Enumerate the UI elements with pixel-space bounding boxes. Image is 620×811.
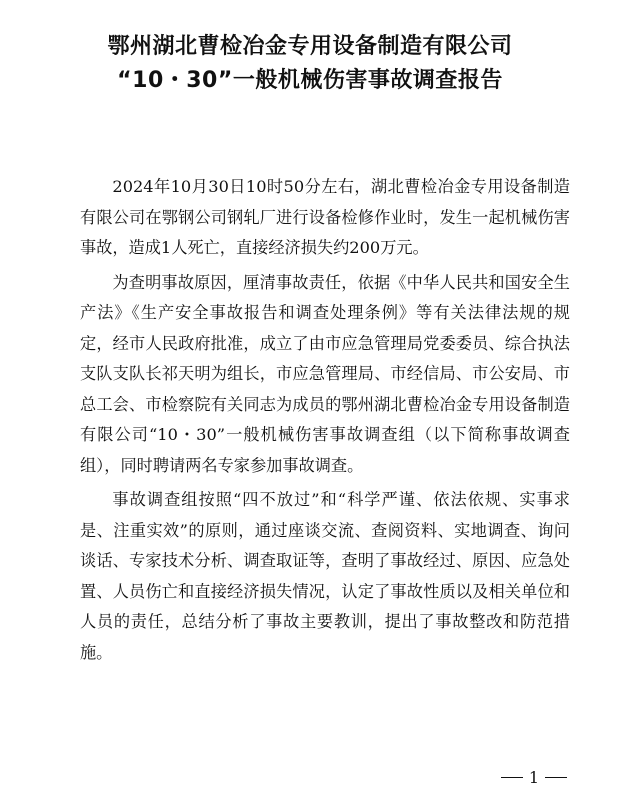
document-title-line-2: “10・30”一般机械伤害事故调查报告 xyxy=(117,68,503,93)
page-number-dash-left xyxy=(501,777,523,779)
paragraph-investigation-team: 为查明事故原因，厘清事故责任，依据《中华人民共和国安全生产法》《生产安全事故报告和调查处理条例》等有关法律法规的规定，经市人民政府批准，成立了由市应急管理局党委委员、综合执法支队支队长祁天明为组长，市应急管理局、市经信局、市公安局、市总工会、市检察院有关同志为成员的鄂州湖北曹检冶金专用设备制造有限公司“10・30”一般机械伤害事故调查组（以下简称事故调查组），同时聘请两名专家参加事故调查。 xyxy=(80,272,570,475)
page-number-dash-right xyxy=(545,777,567,779)
paragraph-incident-summary: 2024年10月30日10时50分左右，湖北曹检冶金专用设备制造有限公司在鄂钢公司钢轧厂进行设备检修作业时，发生一起机械伤害事故，造成1人死亡，直接经济损失约200万元。 xyxy=(80,177,570,257)
document-title-line-1: 鄂州湖北曹检冶金专用设备制造有限公司 xyxy=(107,34,513,59)
page-number-value: 1 xyxy=(528,768,540,787)
paragraph-investigation-method: 事故调查组按照“四不放过”和“科学严谨、依法依规、实事求是、注重实效”的原则，通过座谈交流、查阅资料、实地调查、询问谈话、专家技术分析、调查取证等，查明了事故经过、原因、应急处置、人员伤亡和直接经济损失情况，认定了事故性质以及相关单位和人员的责任，总结分析了事故主要教训，提出了事故整改和防范措施。 xyxy=(80,490,570,662)
document-body xyxy=(80,172,570,672)
page-number xyxy=(494,767,574,787)
